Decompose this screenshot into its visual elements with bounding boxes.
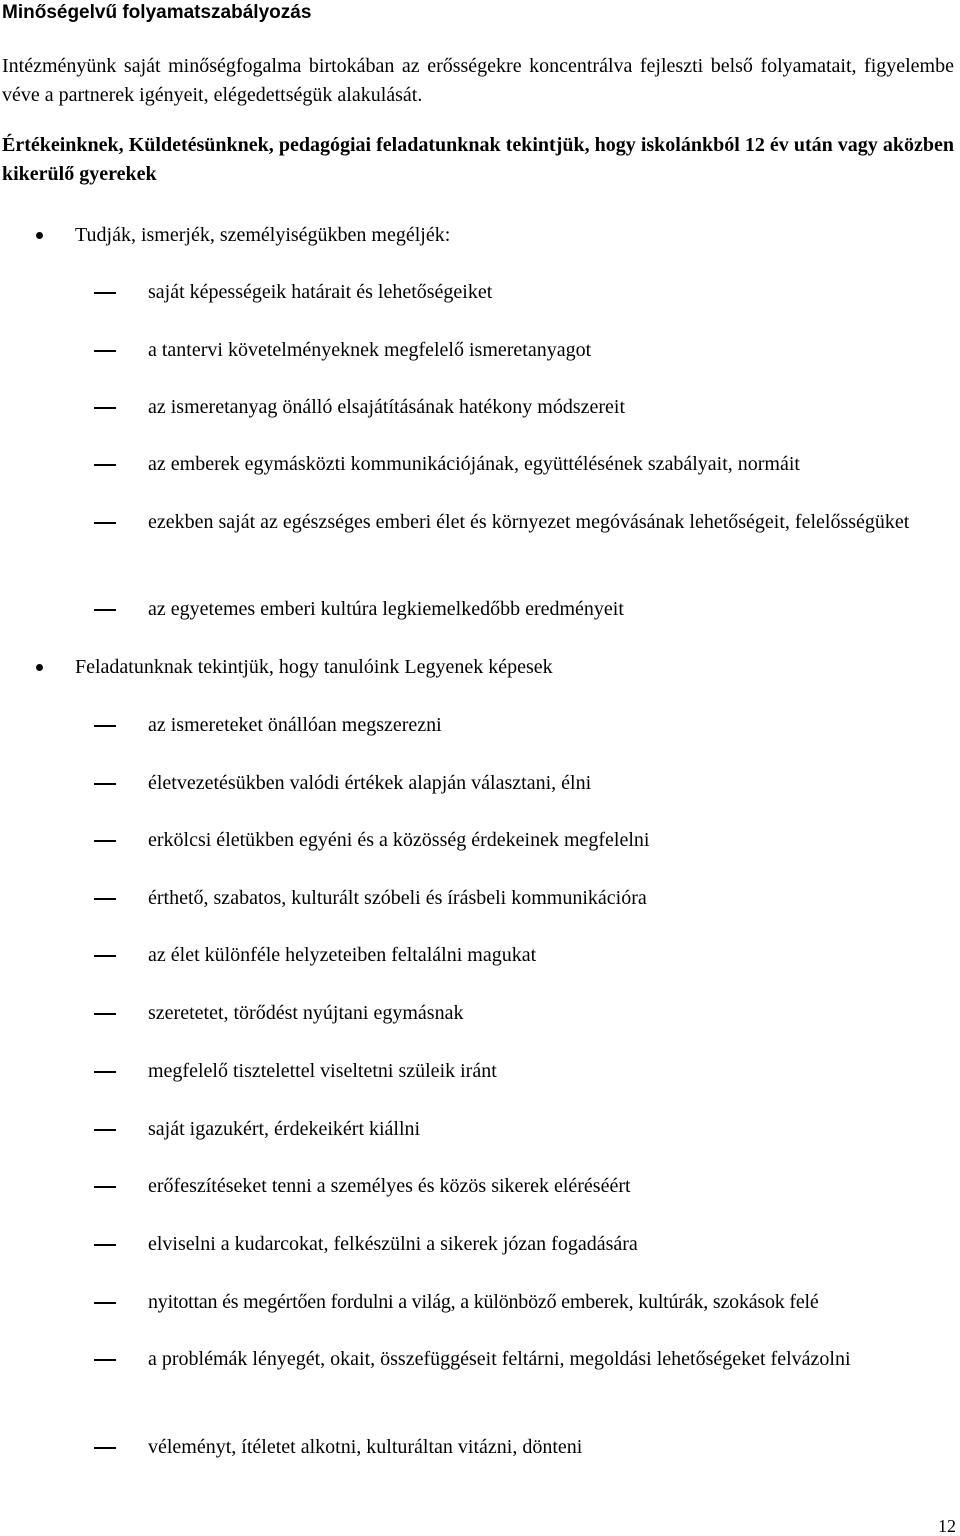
dash-icon: [94, 1359, 116, 1361]
list-item-text: az ismereteket önállóan megszerezni: [148, 714, 442, 736]
list-item-text: a problémák lényegét, okait, összefüggéseit feltárni, megoldási lehetőségeket felvázolni: [148, 1348, 851, 1370]
bullet-dot-icon: [36, 232, 43, 239]
bullet-item: [0, 652, 960, 682]
mission-statement: Értékeinknek, Küldetésünknek, pedagógiai feladatunknak tekintjük, hogy iskolánkból 12 év után vagy aközben kikerülő gyerekek: [2, 134, 954, 185]
dash-icon: [94, 725, 116, 727]
section-heading: Feladatunknak tekintjük, hogy tanulóink Legyenek képesek: [75, 656, 553, 678]
list-item-text: az emberek egymásközti kommunikációjának, együttélésének szabályait, normáit: [148, 453, 800, 475]
dash-icon: [94, 350, 116, 352]
list-item-text: életvezetésükben valódi értékek alapján választani, élni: [148, 772, 592, 794]
dash-icon: [94, 522, 116, 524]
list-item-text: saját igazukért, érdekeikért kiállni: [148, 1118, 421, 1140]
dash-icon: [94, 1447, 116, 1449]
list-item-text: erőfeszítéseket tenni a személyes és közös sikerek eléréséért: [148, 1175, 631, 1197]
list-item-text: az egyetemes emberi kultúra legkiemelkedőbb eredményeit: [148, 598, 624, 620]
dash-icon: [94, 1129, 116, 1131]
dash-icon: [94, 292, 116, 294]
list-item-text: elviselni a kudarcokat, felkészülni a sikerek józan fogadására: [148, 1233, 638, 1255]
dash-icon: [94, 1186, 116, 1188]
dash-icon: [94, 783, 116, 785]
dash-icon: [94, 1244, 116, 1246]
intro-paragraph: Intézményünk saját minőségfogalma birtokában az erősségekre koncentrálva fejleszti belső folyamatait, figyelembe véve a partnerek igényeit, elégedettségük alakulását.: [2, 55, 954, 106]
list-item-text: erkölcsi életükben egyéni és a közösség érdekeinek megfelelni: [148, 829, 650, 851]
list-item-text: nyitottan és megértően fordulni a világ, a különböző emberek, kultúrák, szokások felé: [148, 1291, 819, 1313]
page-number: 12: [938, 1516, 956, 1536]
dash-icon: [94, 840, 116, 842]
document-title: Minőségelvű folyamatszabályozás: [2, 2, 312, 23]
dash-icon: [94, 1071, 116, 1073]
section-heading: Tudják, ismerjék, személyiségükben megéljék:: [75, 224, 451, 246]
list-item-text: megfelelő tisztelettel viseltetni szüleik iránt: [148, 1060, 497, 1082]
list-item-text: az élet különféle helyzeteiben feltalálni magukat: [148, 944, 537, 966]
dash-icon: [94, 955, 116, 957]
list-item-text: érthető, szabatos, kulturált szóbeli és írásbeli kommunikációra: [148, 887, 647, 909]
dash-icon: [94, 1013, 116, 1015]
list-item-text: szeretetet, törődést nyújtani egymásnak: [148, 1002, 464, 1024]
list-item-text: a tantervi követelményeknek megfelelő ismeretanyagot: [148, 339, 592, 361]
list-item-text: ezekben saját az egészséges emberi élet és környezet megóvásának lehetőségeit, felelősségüket: [148, 511, 910, 533]
bullet-item: [0, 220, 960, 250]
dash-icon: [94, 609, 116, 611]
dash-icon: [94, 464, 116, 466]
list-item-text: véleményt, ítéletet alkotni, kulturáltan vitázni, dönteni: [148, 1436, 583, 1458]
dash-icon: [94, 898, 116, 900]
list-item-text: saját képességeik határait és lehetőségeiket: [148, 281, 493, 303]
bullet-dot-icon: [36, 664, 43, 671]
dash-icon: [94, 407, 116, 409]
dash-icon: [94, 1302, 116, 1304]
list-item-text: az ismeretanyag önálló elsajátításának hatékony módszereit: [148, 396, 626, 418]
